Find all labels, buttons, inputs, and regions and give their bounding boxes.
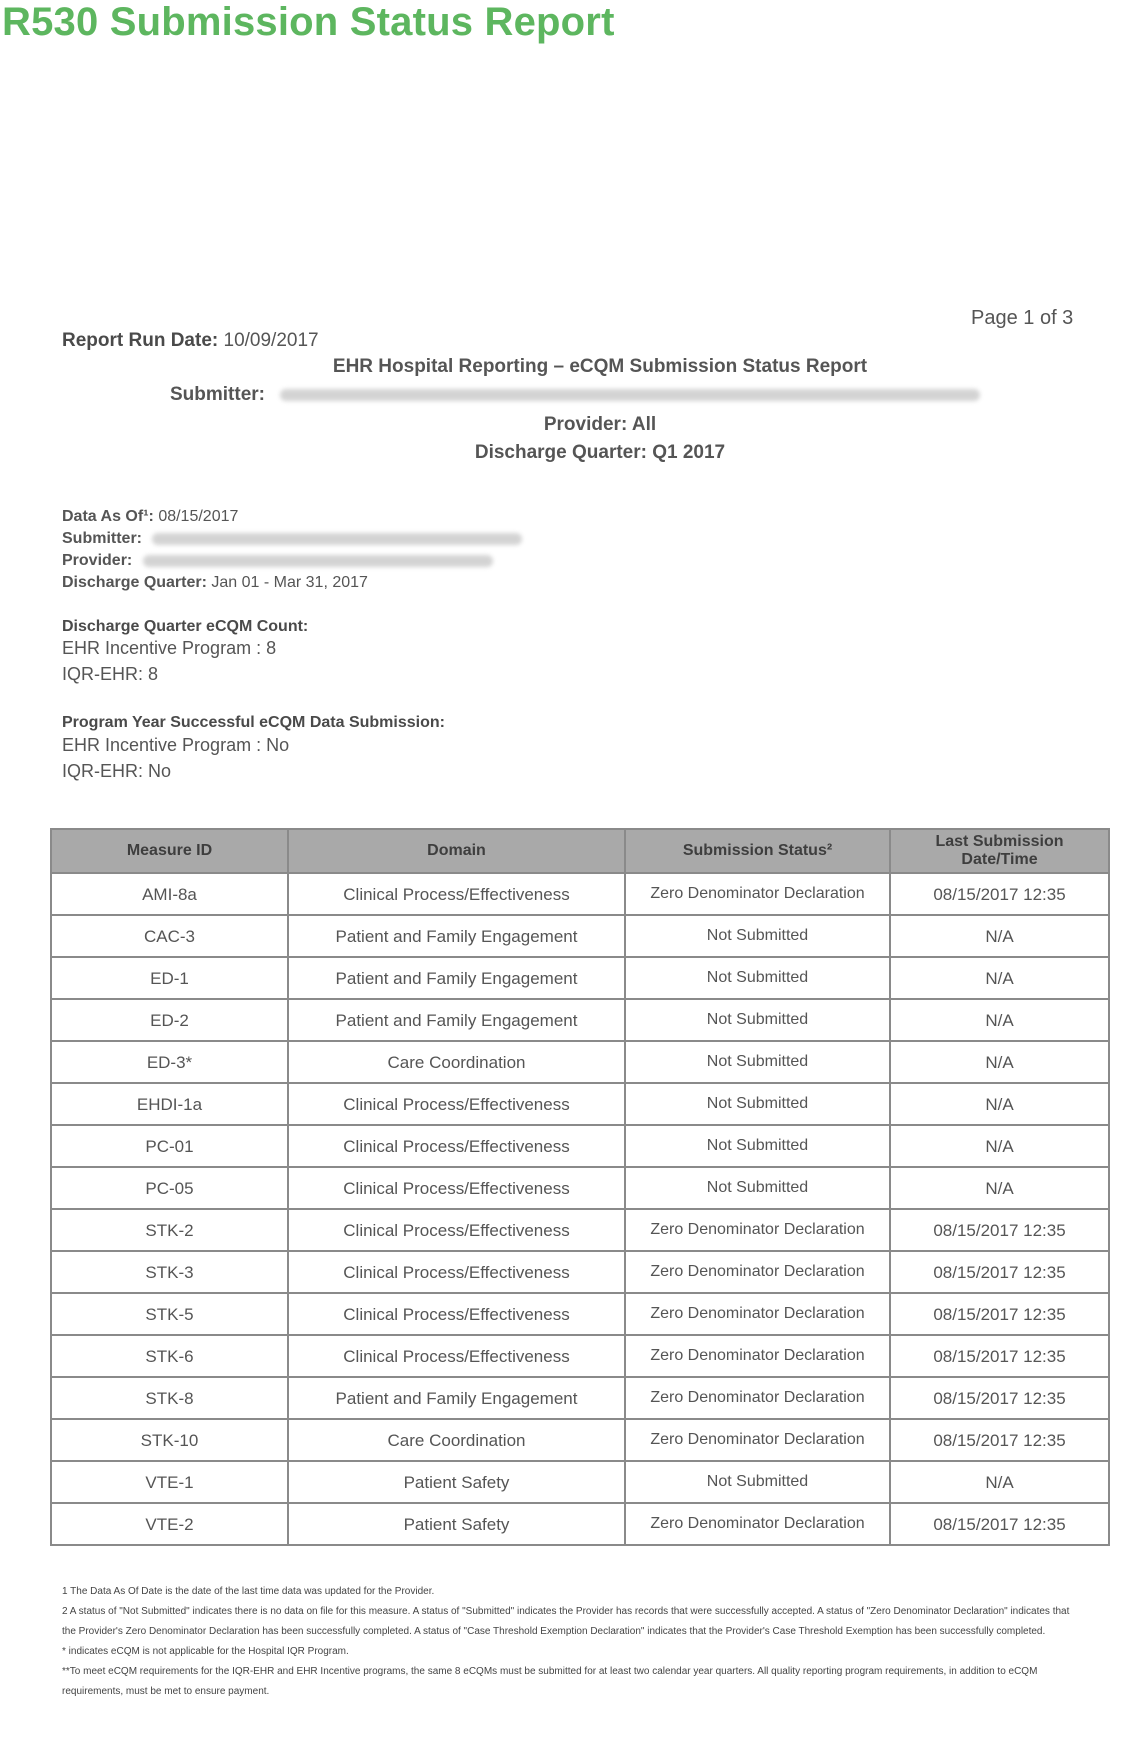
header-submission-status: Submission Status² xyxy=(625,829,890,873)
measure-id-cell: ED-1 xyxy=(51,957,288,999)
footnote: * indicates eCQM is not applicable for the Hospital IQR Program. xyxy=(62,1646,349,1657)
submission-status-cell: Zero Denominator Declaration xyxy=(625,1209,890,1251)
domain-cell: Patient and Family Engagement xyxy=(288,915,625,957)
submission-status-cell: Not Submitted xyxy=(625,1461,890,1503)
table-row xyxy=(51,1377,1109,1419)
table-row xyxy=(51,1251,1109,1293)
footnotes xyxy=(62,1582,1082,1702)
table-row xyxy=(51,1125,1109,1167)
table-row xyxy=(51,1167,1109,1209)
program-year-title: Program Year Successful eCQM Data Submission: xyxy=(62,714,445,731)
submission-status-cell: Zero Denominator Declaration xyxy=(625,1293,890,1335)
table-row xyxy=(51,1503,1109,1545)
last-submission-cell: 08/15/2017 12:35 xyxy=(890,1293,1109,1335)
measure-id-cell: EHDI-1a xyxy=(51,1083,288,1125)
redacted-submitter xyxy=(280,389,980,401)
program-year-iqr: IQR-EHR: No xyxy=(62,761,172,781)
last-submission-cell: N/A xyxy=(890,957,1109,999)
footnote: 2 A status of "Not Submitted" indicates there is no data on file for this measure. A status of "Submitted" indicates the Provider has records that were successfully accepted. A status of "Zero Denominator Declaration" indicates that the Provider's Zero Denominator Declaration has been successfully completed. A status of "Case Threshold Exemption Declaration" indicates that the Provider's Case Threshold Exemption has been successfully completed. xyxy=(62,1606,1070,1637)
last-submission-cell: N/A xyxy=(890,1167,1109,1209)
measure-id-cell: AMI-8a xyxy=(51,873,288,915)
table-row xyxy=(51,1041,1109,1083)
submission-status-cell: Not Submitted xyxy=(625,999,890,1041)
table-row xyxy=(51,1293,1109,1335)
details-discharge-quarter: Discharge Quarter: Jan 01 - Mar 31, 2017 xyxy=(62,574,368,591)
domain-cell: Clinical Process/Effectiveness xyxy=(288,1167,625,1209)
table-row xyxy=(51,915,1109,957)
domain-cell: Care Coordination xyxy=(288,1041,625,1083)
run-date-label: Report Run Date: xyxy=(62,330,219,351)
submission-status-cell: Not Submitted xyxy=(625,1083,890,1125)
discharge-quarter-line: Discharge Quarter: Q1 2017 xyxy=(474,442,726,463)
last-submission-cell: N/A xyxy=(890,999,1109,1041)
redacted-submitter-detail xyxy=(152,533,522,545)
table-row xyxy=(51,1419,1109,1461)
domain-cell: Patient Safety xyxy=(288,1461,625,1503)
footnote: **To meet eCQM requirements for the IQR-EHR and EHR Incentive programs, the same 8 eCQMs must be submitted for at least two calendar year quarters. All quality reporting program requirements, in addition to eCQM requirements, must be met to ensure payment. xyxy=(62,1666,1038,1697)
table-header-row xyxy=(51,829,1109,873)
submission-status-cell: Zero Denominator Declaration xyxy=(625,1503,890,1545)
table-row xyxy=(51,873,1109,915)
measure-id-cell: STK-5 xyxy=(51,1293,288,1335)
last-submission-cell: 08/15/2017 12:35 xyxy=(890,1335,1109,1377)
measure-id-cell: STK-8 xyxy=(51,1377,288,1419)
domain-cell: Patient and Family Engagement xyxy=(288,957,625,999)
submission-status-cell: Zero Denominator Declaration xyxy=(625,1335,890,1377)
table-row xyxy=(51,1335,1109,1377)
submission-status-cell: Zero Denominator Declaration xyxy=(625,1377,890,1419)
last-submission-cell: 08/15/2017 12:35 xyxy=(890,1419,1109,1461)
eqcm-count-ehr: EHR Incentive Program : 8 xyxy=(62,638,277,658)
submission-status-cell: Zero Denominator Declaration xyxy=(625,873,890,915)
last-submission-cell: N/A xyxy=(890,915,1109,957)
table-row xyxy=(51,1209,1109,1251)
last-submission-cell: N/A xyxy=(890,1125,1109,1167)
details-provider: Provider: xyxy=(62,552,493,570)
program-year-ehr: EHR Incentive Program : No xyxy=(62,735,290,755)
domain-cell: Clinical Process/Effectiveness xyxy=(288,1251,625,1293)
data-as-of: Data As Of¹: 08/15/2017 xyxy=(62,508,239,525)
report-run-date xyxy=(62,330,319,352)
measure-id-cell: STK-6 xyxy=(51,1335,288,1377)
measure-id-cell: STK-10 xyxy=(51,1419,288,1461)
measure-id-cell: PC-05 xyxy=(51,1167,288,1209)
domain-cell: Clinical Process/Effectiveness xyxy=(288,873,625,915)
eqcm-count-iqr: IQR-EHR: 8 xyxy=(62,664,159,684)
last-submission-cell: N/A xyxy=(890,1041,1109,1083)
redacted-provider-detail xyxy=(143,555,493,567)
submission-status-cell: Zero Denominator Declaration xyxy=(625,1419,890,1461)
domain-cell: Care Coordination xyxy=(288,1419,625,1461)
submission-status-cell: Not Submitted xyxy=(625,915,890,957)
last-submission-cell: N/A xyxy=(890,1461,1109,1503)
details-submitter: Submitter: xyxy=(62,530,522,548)
domain-cell: Clinical Process/Effectiveness xyxy=(288,1335,625,1377)
last-submission-cell: 08/15/2017 12:35 xyxy=(890,1209,1109,1251)
report-title: EHR Hospital Reporting – eCQM Submission Status Report xyxy=(332,356,868,377)
measure-id-cell: ED-2 xyxy=(51,999,288,1041)
submission-status-cell: Not Submitted xyxy=(625,1041,890,1083)
last-submission-cell: 08/15/2017 12:35 xyxy=(890,873,1109,915)
page-number: Page 1 of 3 xyxy=(971,307,1074,329)
domain-cell: Clinical Process/Effectiveness xyxy=(288,1293,625,1335)
measure-id-cell: CAC-3 xyxy=(51,915,288,957)
measure-id-cell: STK-2 xyxy=(51,1209,288,1251)
last-submission-cell: 08/15/2017 12:35 xyxy=(890,1377,1109,1419)
header-domain: Domain xyxy=(288,829,625,873)
submission-status-table xyxy=(50,828,1110,1546)
submission-status-cell: Not Submitted xyxy=(625,1167,890,1209)
footnote: 1 The Data As Of Date is the date of the last time data was updated for the Provider. xyxy=(62,1586,435,1597)
last-submission-cell: 08/15/2017 12:35 xyxy=(890,1251,1109,1293)
submission-status-cell: Zero Denominator Declaration xyxy=(625,1251,890,1293)
domain-cell: Patient Safety xyxy=(288,1503,625,1545)
table-body xyxy=(51,873,1109,1545)
domain-cell: Patient and Family Engagement xyxy=(288,999,625,1041)
submitter-label: Submitter: xyxy=(170,384,265,405)
domain-cell: Patient and Family Engagement xyxy=(288,1377,625,1419)
domain-cell: Clinical Process/Effectiveness xyxy=(288,1209,625,1251)
last-submission-cell: 08/15/2017 12:35 xyxy=(890,1503,1109,1545)
table-row xyxy=(51,957,1109,999)
table-row xyxy=(51,1083,1109,1125)
page-title: R530 Submission Status Report xyxy=(2,0,615,44)
domain-cell: Clinical Process/Effectiveness xyxy=(288,1125,625,1167)
provider-line: Provider: All xyxy=(543,414,657,435)
measure-id-cell: PC-01 xyxy=(51,1125,288,1167)
submitter-row xyxy=(170,384,980,406)
run-date-value: 10/09/2017 xyxy=(223,330,319,351)
table-row xyxy=(51,1461,1109,1503)
eqcm-count-title: Discharge Quarter eCQM Count: xyxy=(62,618,309,635)
measure-id-cell: STK-3 xyxy=(51,1251,288,1293)
header-measure-id: Measure ID xyxy=(51,829,288,873)
submission-status-cell: Not Submitted xyxy=(625,957,890,999)
measure-id-cell: VTE-2 xyxy=(51,1503,288,1545)
measure-id-cell: ED-3* xyxy=(51,1041,288,1083)
measure-id-cell: VTE-1 xyxy=(51,1461,288,1503)
submission-status-cell: Not Submitted xyxy=(625,1125,890,1167)
last-submission-cell: N/A xyxy=(890,1083,1109,1125)
table-row xyxy=(51,999,1109,1041)
domain-cell: Clinical Process/Effectiveness xyxy=(288,1083,625,1125)
header-last-submission: Last Submission Date/Time xyxy=(890,829,1109,873)
